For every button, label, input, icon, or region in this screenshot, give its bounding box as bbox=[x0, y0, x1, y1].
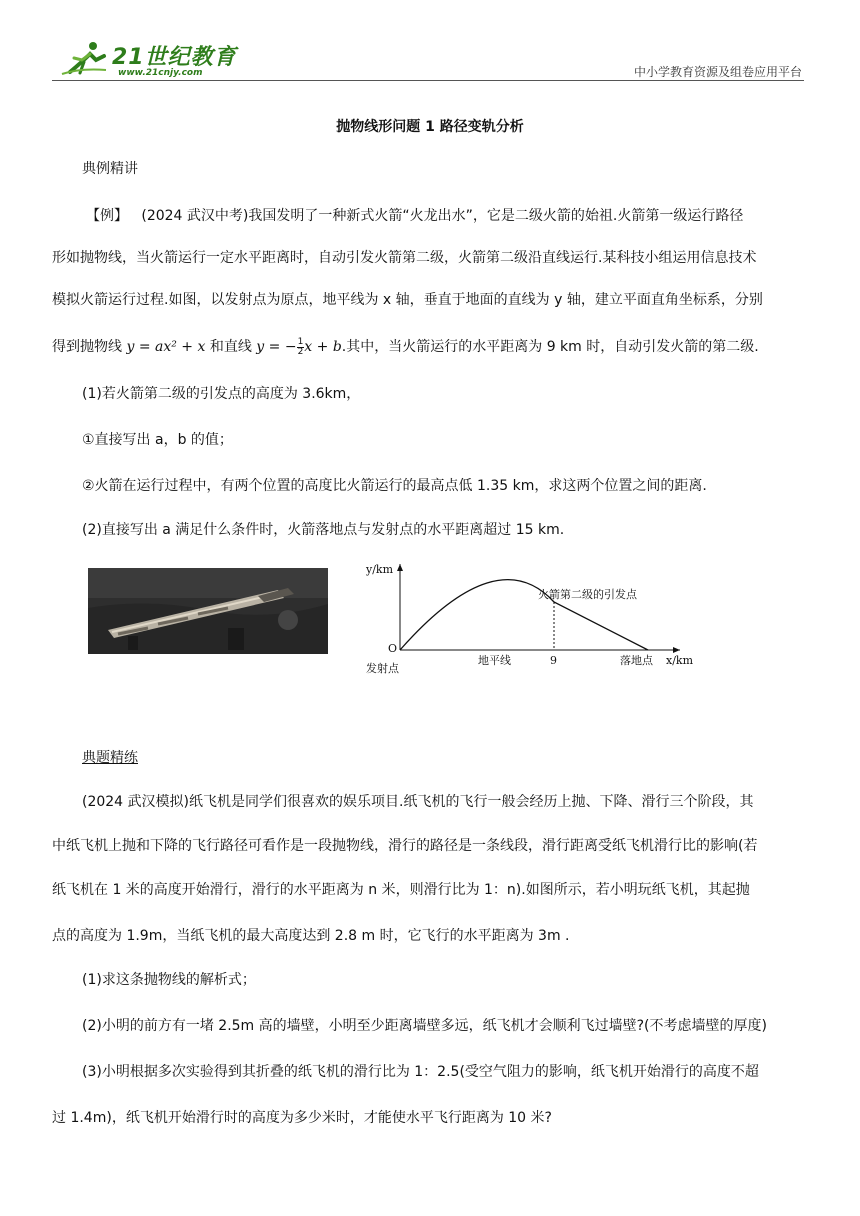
example-text-4c: .其中，当火箭运行的水平距离为 9 km 时，自动引发火箭的第二级. bbox=[341, 339, 759, 355]
practice-line-2: 中纸飞机上抛和下降的飞行路径可看作是一段抛物线，滑行的路径是一条线段，滑行距离受纸飞机滑行比的影响(若 bbox=[52, 838, 758, 854]
example-line-1 bbox=[86, 206, 743, 226]
practice-line-4: 点的高度为 1.9m，当纸飞机的最大高度达到 2.8 m 时，它飞行的水平距离为 3m . bbox=[52, 928, 570, 944]
parabola-equation: y = ax² + x bbox=[126, 339, 206, 355]
y-axis-label: y/km bbox=[366, 563, 394, 576]
question-1: (1)若火箭第二级的引发点的高度为 3.6km， bbox=[82, 386, 361, 402]
landing-point-label: 落地点 bbox=[620, 654, 653, 667]
practice-question-2: (2)小明的前方有一堵 2.5m 高的墙壁，小明至少距离墙壁多远，纸飞机才会顺利飞过墙壁?(不考虑墙壁的厚度) bbox=[82, 1018, 767, 1034]
header-divider bbox=[52, 80, 804, 81]
header-platform-text: 中小学教育资源及组卷应用平台 bbox=[633, 65, 802, 79]
example-tag: 【例】 bbox=[86, 208, 128, 224]
section-heading-practice: 典题精练 bbox=[82, 750, 138, 766]
runner-logo-icon bbox=[60, 40, 110, 76]
ground-label: 地平线 bbox=[478, 654, 511, 667]
question-2: (2)直接写出 a 满足什么条件时，火箭落地点与发射点的水平距离超过 15 km. bbox=[82, 522, 565, 538]
practice-question-3-line-2: 过 1.4m)，纸飞机开始滑行时的高度为多少米时，才能使水平飞行距离为 10 米? bbox=[52, 1110, 552, 1126]
section-heading-examples: 典例精讲 bbox=[82, 161, 138, 177]
question-1a: ①直接写出 a，b 的值； bbox=[82, 432, 233, 448]
practice-question-3-line-1: (3)小明根据多次实验得到其折叠的纸飞机的滑行比为 1：2.5(受空气阻力的影响，纸飞机开始滑行的高度不超 bbox=[82, 1064, 759, 1080]
example-text-4a: 得到抛物线 bbox=[52, 339, 122, 355]
y-axis-arrow bbox=[397, 564, 403, 571]
x-axis-arrow bbox=[673, 647, 680, 653]
ignition-point-label: 火箭第二级的引发点 bbox=[538, 588, 637, 601]
x-axis-label: x/km bbox=[666, 654, 694, 667]
practice-question-1: (1)求这条抛物线的解析式； bbox=[82, 972, 256, 988]
site-logo[interactable] bbox=[60, 40, 240, 80]
logo-url: www.21cnjy.com bbox=[118, 68, 203, 78]
example-line-3: 模拟火箭运行过程.如图，以发射点为原点，地平线为 x 轴，垂直于地面的直线为 y 轴，建立平面直角坐标系，分别 bbox=[52, 292, 763, 308]
example-text-1: (2024 武汉中考)我国发明了一种新式火箭“火龙出水”，它是二级火箭的始祖.火箭第一级运行路径 bbox=[141, 208, 744, 224]
line-equation-a: y = − bbox=[256, 339, 297, 355]
rocket-photo-image bbox=[88, 568, 328, 654]
logo-text: 21世纪教育 bbox=[112, 45, 237, 70]
page-title: 抛物线形问题 1 路径变轨分析 bbox=[336, 119, 524, 135]
frac-denominator: 2 bbox=[297, 346, 304, 357]
line-equation-b: x + b bbox=[304, 339, 342, 355]
practice-line-3: 纸飞机在 1 米的高度开始滑行，滑行的水平距离为 n 米，则滑行比为 1：n).如图所示，若小明玩纸飞机，其起抛 bbox=[52, 882, 750, 898]
example-text-4b: 和直线 bbox=[209, 339, 252, 355]
rocket-photo bbox=[88, 568, 328, 654]
rocket-trajectory-diagram bbox=[362, 558, 702, 680]
practice-line-1: (2024 武汉模拟)纸飞机是同学们很喜欢的娱乐项目.纸飞机的飞行一般会经历上抛、下降、滑行三个阶段，其 bbox=[82, 794, 754, 810]
example-line-4 bbox=[52, 337, 759, 357]
x-nine-label: 9 bbox=[550, 654, 557, 667]
page-header bbox=[52, 38, 804, 84]
example-line-2: 形如抛物线，当火箭运行一定水平距离时，自动引发火箭第二级，火箭第二级沿直线运行.某科技小组运用信息技术 bbox=[52, 250, 757, 266]
origin-label: O bbox=[388, 642, 398, 655]
question-1b: ②火箭在运行过程中，有两个位置的高度比火箭运行的最高点低 1.35 km，求这两个位置之间的距离. bbox=[82, 478, 707, 494]
launch-point-label: 发射点 bbox=[366, 662, 399, 675]
frac-numerator: 1 bbox=[297, 336, 304, 347]
